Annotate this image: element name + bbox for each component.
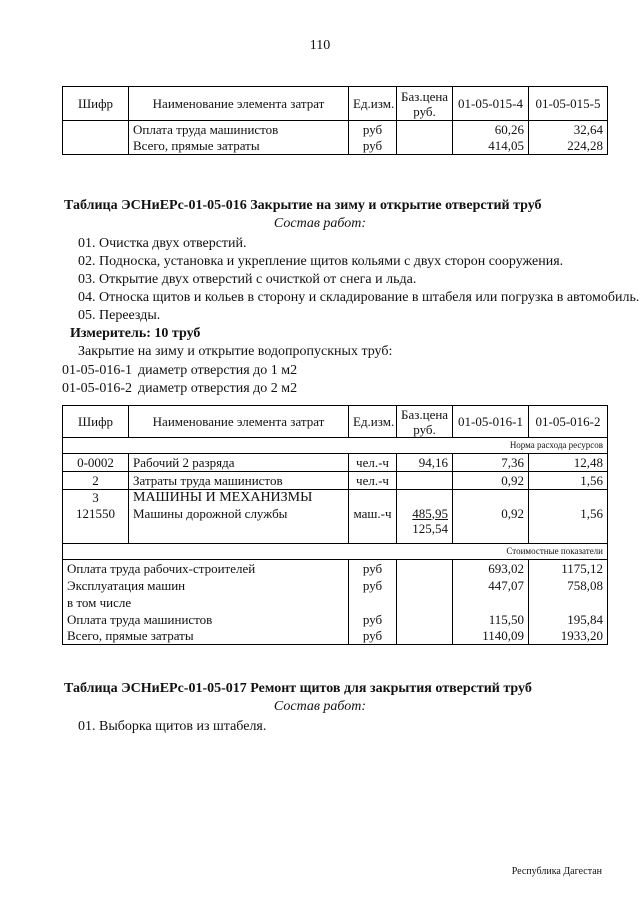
page-number: 110 (309, 38, 331, 53)
section-subtitle: Состав работ: (273, 216, 367, 231)
summary-row (63, 628, 608, 645)
resource-table-016 (62, 405, 608, 645)
page-footer: Республика Дагестан (511, 866, 602, 877)
table-row (63, 121, 608, 138)
price-bottom: 125,54 (412, 520, 448, 536)
variant-code: 01-05-016-2 (62, 381, 132, 396)
work-item: 03. Открытие двух отверстий с очисткой от снега и льда. (78, 272, 417, 287)
summary-value: 195,84 (529, 611, 608, 628)
group-code: 3 (63, 490, 129, 506)
work-item: 01. Выборка щитов из штабеля. (78, 719, 267, 734)
row-value: 224,28 (529, 138, 608, 155)
price-top: 485,95 (412, 505, 448, 521)
row-name: Рабочий 2 разряда (129, 454, 349, 472)
header-price: Баз.цена руб. (397, 406, 453, 438)
table-row (63, 454, 608, 472)
summary-name: Оплата труда рабочих-строителей (63, 560, 349, 577)
row-name: Машины дорожной службы (129, 506, 349, 544)
header-col2: 01-05-015-5 (529, 87, 608, 121)
row-value: 7,36 (453, 454, 529, 472)
summary-name: Всего, прямые затраты (63, 628, 349, 645)
header-code: Шифр (63, 87, 129, 121)
row-value: 414,05 (453, 138, 529, 155)
section-title: Таблица ЭСНиЕРс-01-05-017 Ремонт щитов для закрытия отверстий труб (64, 681, 532, 696)
cost-table-015 (62, 86, 608, 155)
summary-unit: руб (349, 577, 397, 594)
summary-value: 1933,20 (529, 628, 608, 645)
summary-value: 1175,12 (529, 560, 608, 577)
row-code: 2 (63, 472, 129, 490)
row-value: 1,56 (529, 472, 608, 490)
work-item: 05. Переезды. (78, 308, 161, 323)
row-unit: чел.-ч (349, 454, 397, 472)
row-code: 121550 (63, 506, 129, 544)
row-value: 1,56 (529, 506, 608, 544)
meter: Измеритель: 10 труб (70, 326, 201, 341)
summary-name: Оплата труда машинистов (63, 611, 349, 628)
row-unit: руб (349, 121, 397, 138)
row-value: 32,64 (529, 121, 608, 138)
summary-row (63, 560, 608, 577)
table-row (63, 472, 608, 490)
summary-value: 447,07 (453, 577, 529, 594)
work-item: 02. Подноска, установка и укрепление щитов кольями с двух сторон сооружения. (78, 254, 564, 269)
row-price: 94,16 (397, 454, 453, 472)
summary-value: 115,50 (453, 611, 529, 628)
work-item: 01. Очистка двух отверстий. (78, 236, 247, 251)
section-subtitle: Состав работ: (273, 699, 367, 714)
header-col2: 01-05-016-2 (529, 406, 608, 438)
summary-name: Эксплуатация машин (63, 577, 349, 594)
summary-value: 693,02 (453, 560, 529, 577)
work-item: 04. Относка щитов и кольев в сторону и складирование в штабеля или погрузка в автомобиль. (78, 290, 640, 305)
header-name: Наименование элемента затрат (129, 87, 349, 121)
row-code: 0-0002 (63, 454, 129, 472)
header-name: Наименование элемента затрат (129, 406, 349, 438)
header-col1: 01-05-016-1 (453, 406, 529, 438)
header-unit: Ед.изм. (349, 406, 397, 438)
summary-unit: руб (349, 611, 397, 628)
row-value: 12,48 (529, 454, 608, 472)
intro-text: Закрытие на зиму и открытие водопропускных труб: (78, 344, 393, 359)
row-name: Оплата труда машинистов (133, 121, 279, 137)
row-unit: маш.-ч (349, 506, 397, 544)
row-value: 0,92 (453, 472, 529, 490)
summary-value: 758,08 (529, 577, 608, 594)
variant-desc: диаметр отверстия до 2 м2 (138, 381, 298, 396)
variant-code: 01-05-016-1 (62, 363, 132, 378)
summary-unit: руб (349, 560, 397, 577)
row-name: Затраты труда машинистов (129, 472, 349, 490)
table-row (63, 506, 608, 544)
group-row (63, 490, 608, 506)
section-title: Таблица ЭСНиЕРс-01-05-016 Закрытие на зиму и открытие отверстий труб (64, 198, 542, 213)
row-value: 60,26 (453, 121, 529, 138)
header-code: Шифр (63, 406, 129, 438)
header-col1: 01-05-015-4 (453, 87, 529, 121)
summary-name: в том числе (63, 594, 349, 611)
summary-row (63, 577, 608, 594)
row-name: Всего, прямые затраты (133, 138, 260, 154)
variant-desc: диаметр отверстия до 1 м2 (138, 363, 298, 378)
summary-row (63, 594, 608, 611)
row-unit: чел.-ч (349, 472, 397, 490)
summary-row (63, 611, 608, 628)
summary-unit: руб (349, 628, 397, 645)
row-value: 0,92 (453, 506, 529, 544)
cost-label: Стоимостные показатели (63, 544, 608, 560)
row-unit: руб (349, 138, 397, 155)
table-row (63, 138, 608, 155)
row-price (397, 506, 453, 544)
group-name: МАШИНЫ И МЕХАНИЗМЫ (129, 490, 349, 506)
summary-value: 1140,09 (453, 628, 529, 645)
norm-label: Норма расхода ресурсов (63, 438, 608, 454)
header-price: Баз.цена руб. (397, 87, 453, 121)
row-price (397, 472, 453, 490)
header-unit: Ед.изм. (349, 87, 397, 121)
